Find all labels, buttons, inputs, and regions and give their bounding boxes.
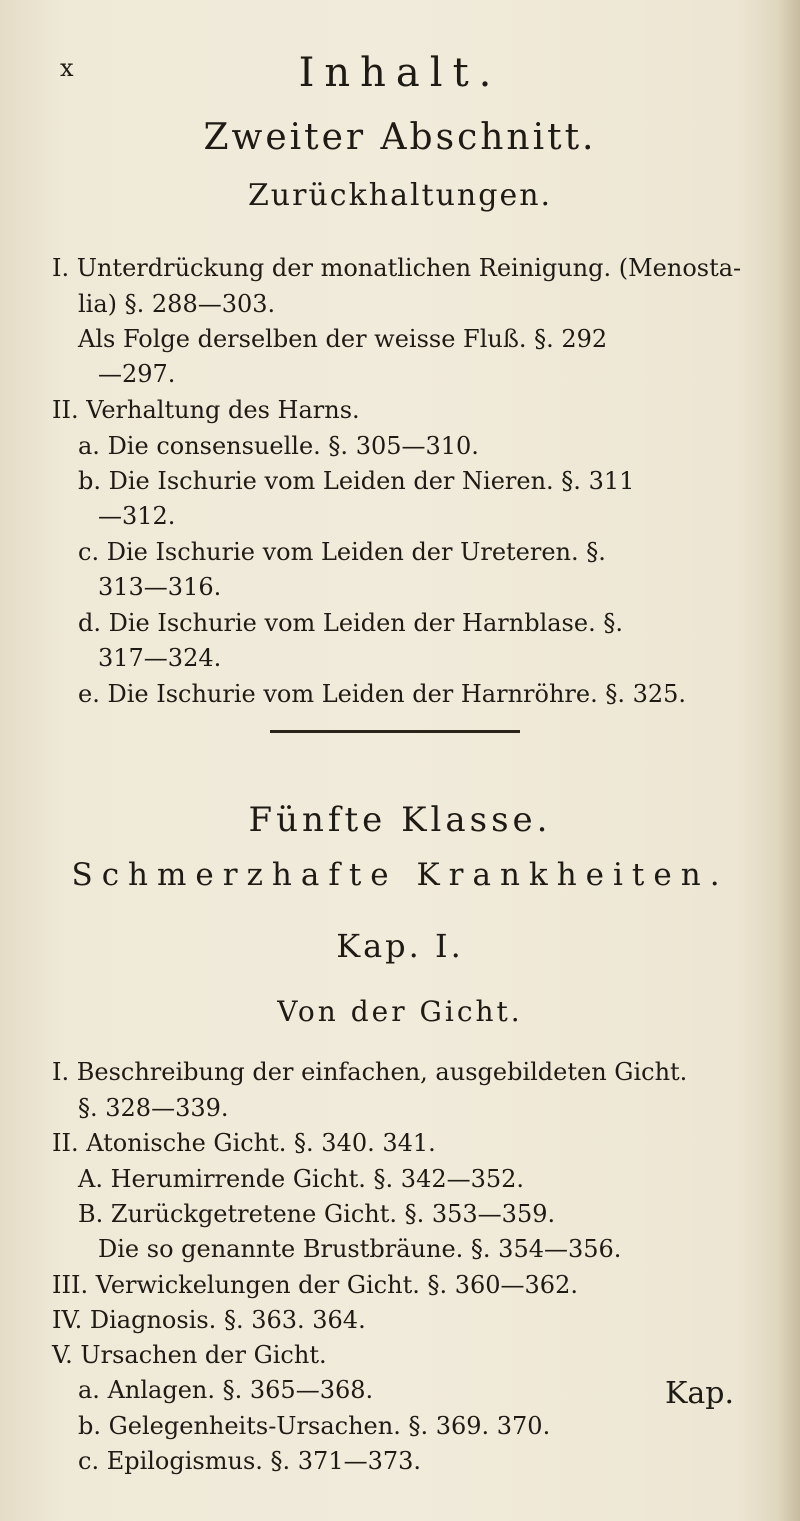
toc-line: IV. Diagnosis. §. 363. 364. xyxy=(52,1306,366,1334)
toc-line: A. Herumirrende Gicht. §. 342—352. xyxy=(78,1165,525,1193)
toc-line: 313—316. xyxy=(98,573,222,601)
toc-line: a. Die consensuelle. §. 305—310. xyxy=(78,432,479,460)
toc-line: Die so genannte Brustbräune. §. 354—356. xyxy=(98,1235,622,1263)
toc-line: Als Folge derselben der weisse Fluß. §. 292 xyxy=(78,325,608,353)
toc-line: III. Verwickelungen der Gicht. §. 360—362. xyxy=(52,1271,578,1299)
toc-line: lia) §. 288—303. xyxy=(78,290,276,318)
toc-line: —297. xyxy=(98,360,176,388)
toc-line: e. Die Ischurie vom Leiden der Harnröhre. §. 325. xyxy=(78,680,687,708)
chapter-title: Von der Gicht. xyxy=(277,995,523,1028)
toc-line: I. Beschreibung der einfachen, ausgebildeten Gicht. xyxy=(52,1058,688,1086)
toc-line: b. Die Ischurie vom Leiden der Nieren. §. 311 xyxy=(78,467,635,495)
section-divider xyxy=(270,730,520,733)
class-title: Fünfte Klasse. xyxy=(248,800,552,840)
toc-line: B. Zurückgetretene Gicht. §. 353—359. xyxy=(78,1200,556,1228)
toc-line: c. Epilogismus. §. 371—373. xyxy=(78,1447,422,1475)
page-mark: x xyxy=(60,54,74,82)
toc-line: —312. xyxy=(98,502,176,530)
running-head: Inhalt. xyxy=(298,50,502,96)
toc-line: b. Gelegenheits-Ursachen. §. 369. 370. xyxy=(78,1412,551,1440)
chapter-number: Kap. I. xyxy=(336,927,464,965)
toc-line: 317—324. xyxy=(98,644,222,672)
toc-line: a. Anlagen. §. 365—368. xyxy=(78,1376,374,1404)
toc-line: V. Ursachen der Gicht. xyxy=(52,1341,327,1369)
toc-line: I. Unterdrückung der monatlichen Reinigung. (Menosta- xyxy=(52,254,742,282)
toc-line: §. 328—339. xyxy=(78,1094,229,1122)
toc-line: d. Die Ischurie vom Leiden der Harnblase. §. xyxy=(78,609,623,637)
toc-line: II. Verhaltung des Harns. xyxy=(52,396,360,424)
page-edge-shadow xyxy=(778,0,800,1521)
toc-line: II. Atonische Gicht. §. 340. 341. xyxy=(52,1129,436,1157)
section-title: Zweiter Abschnitt. xyxy=(203,117,597,158)
catchword: Kap. xyxy=(665,1376,735,1411)
section-subtitle: Zurückhaltungen. xyxy=(247,178,553,213)
toc-line: c. Die Ischurie vom Leiden der Ureteren. §. xyxy=(78,538,606,566)
class-subtitle: Schmerzhafte Krankheiten. xyxy=(71,857,729,893)
